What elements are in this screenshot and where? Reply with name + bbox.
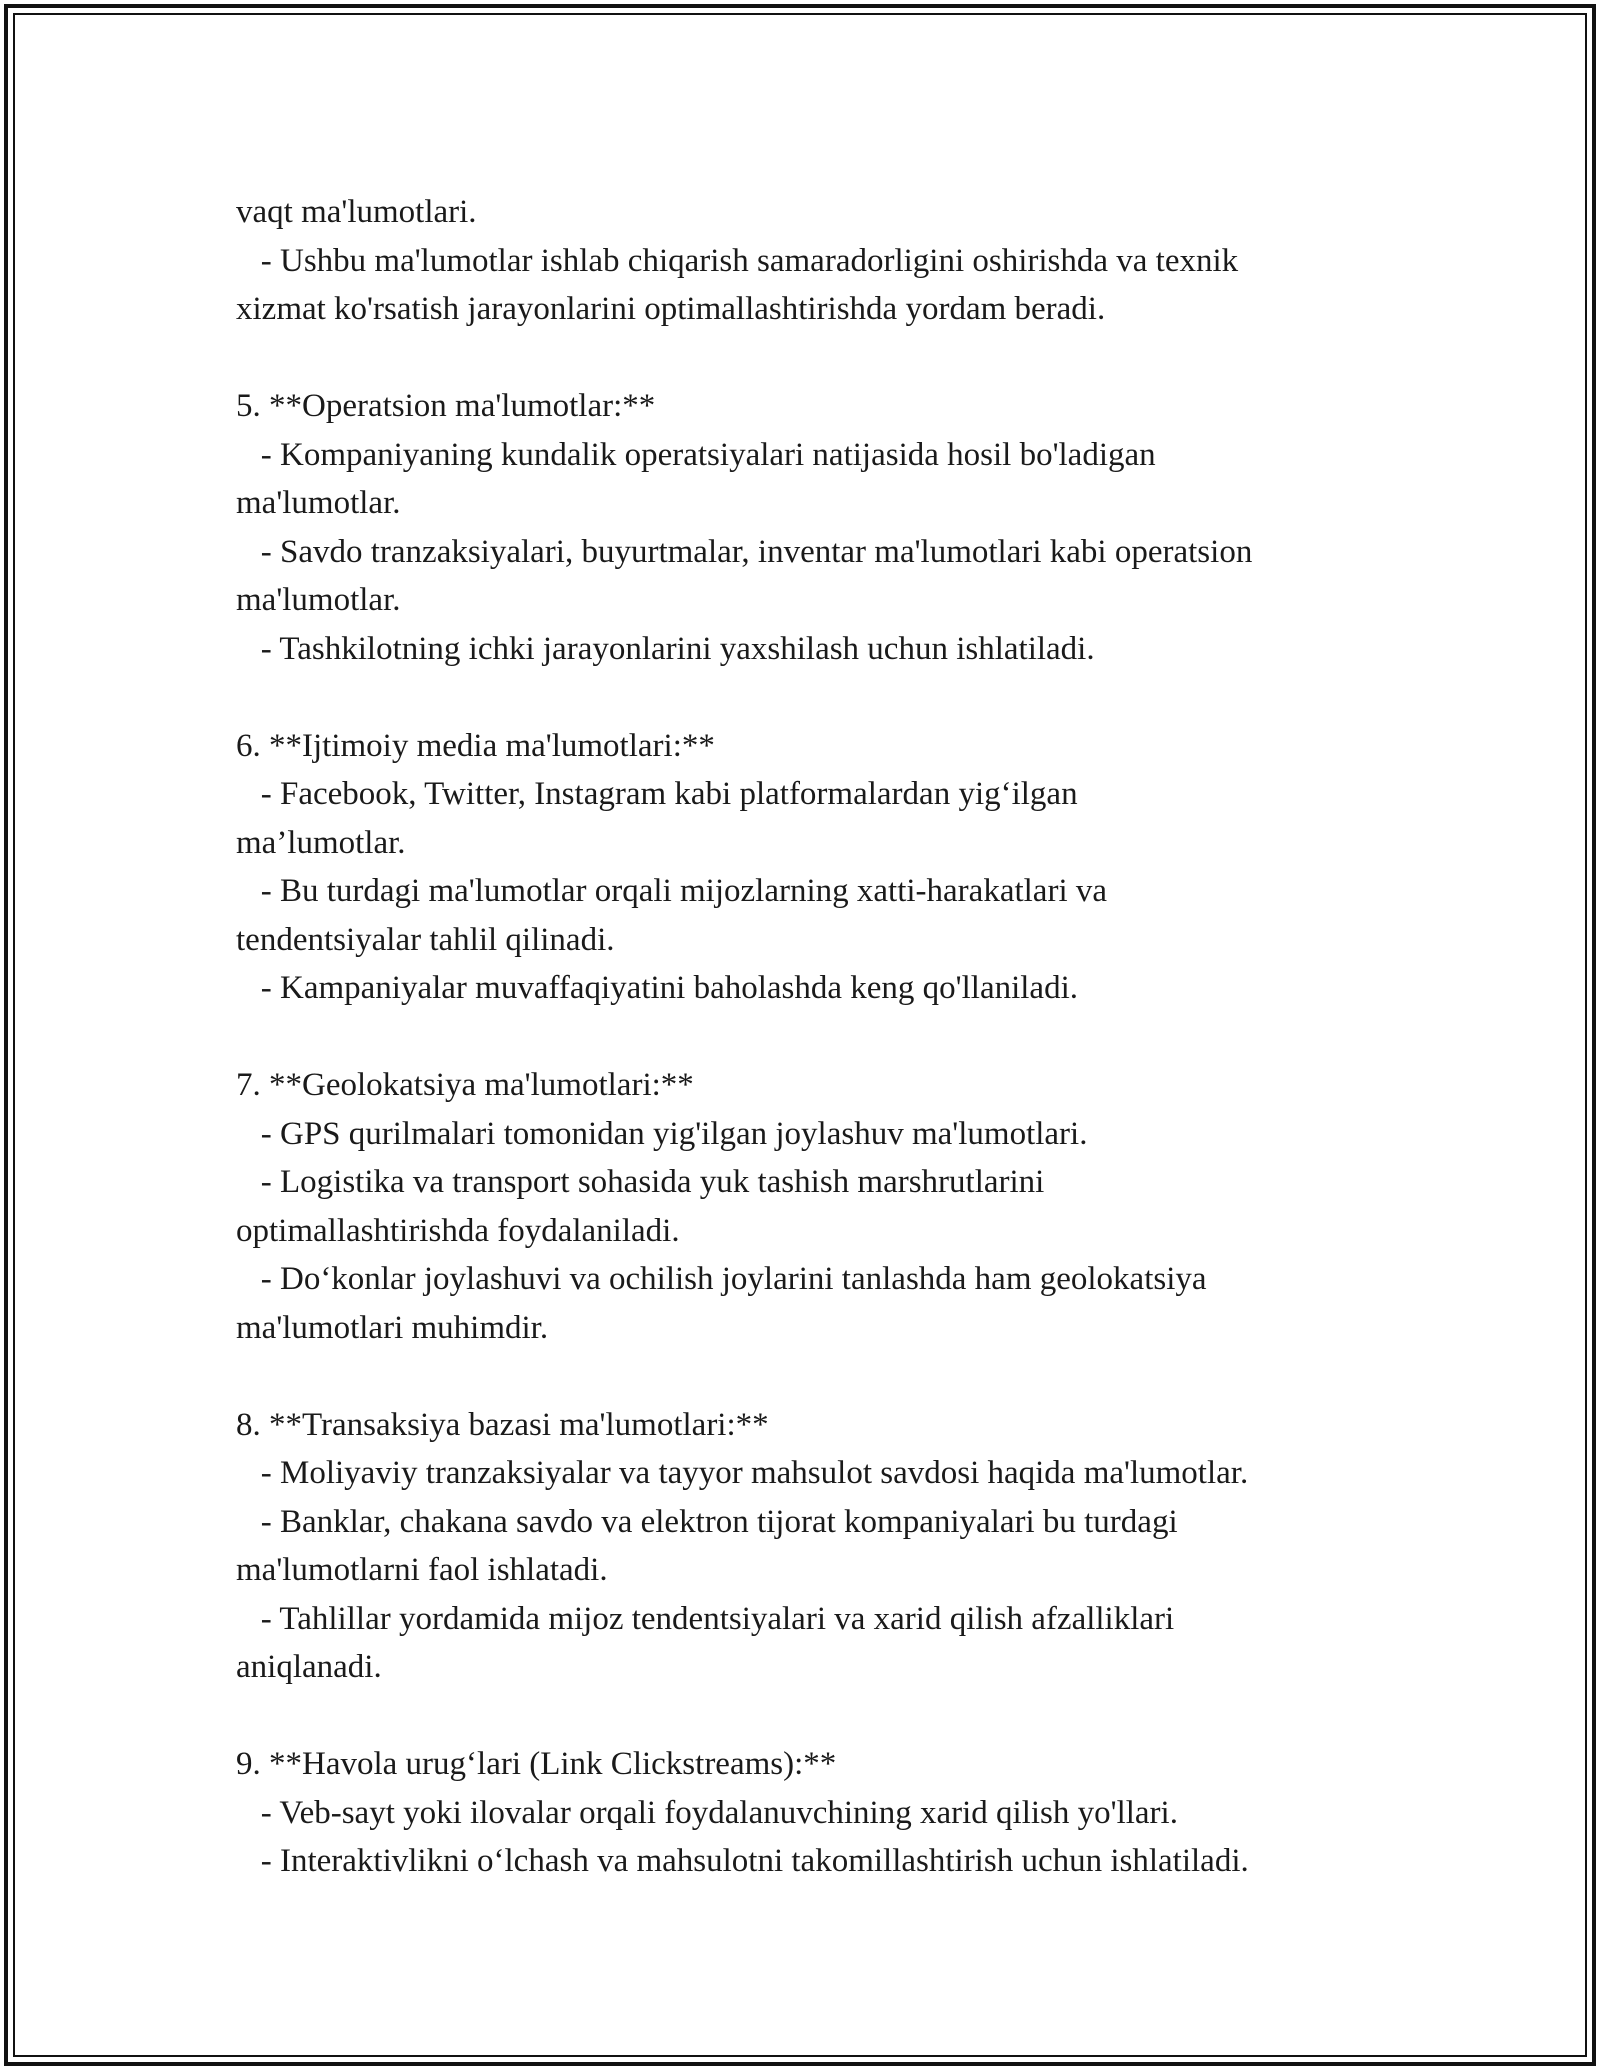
text-line: - Savdo tranzaksiyalari, buyurtmalar, inventar ma'lumotlari kabi operatsion xyxy=(236,533,1253,570)
blank-line xyxy=(236,1352,1386,1401)
text-line: - Banklar, chakana savdo va elektron tijorat kompaniyalari bu turdagi xyxy=(236,1503,1178,1540)
text-line: - GPS qurilmalari tomonidan yig'ilgan joylashuv ma'lumotlari. xyxy=(236,1115,1088,1152)
text-line: - Tashkilotning ichki jarayonlarini yaxshilash uchun ishlatiladi. xyxy=(236,630,1095,667)
blank-line xyxy=(236,334,1386,383)
text-line: ma’lumotlar. xyxy=(236,824,406,861)
section-heading: 7. **Geolokatsiya ma'lumotlari:** xyxy=(236,1067,694,1103)
text-line: xizmat ko'rsatish jarayonlarini optimallashtirishda yordam beradi. xyxy=(236,291,1106,327)
text-line: ma'lumotlar. xyxy=(236,485,401,521)
section-heading: 6. **Ijtimoiy media ma'lumotlari:** xyxy=(236,727,715,764)
text-line: - Veb-sayt yoki ilovalar orqali foydalanuvchining xarid qilish yo'llari. xyxy=(236,1794,1178,1831)
text-line: - Do‘konlar joylashuvi va ochilish joylarini tanlashda ham geolokatsiya xyxy=(236,1261,1207,1297)
blank-line xyxy=(236,1692,1386,1741)
text-line: ma'lumotlarni faol ishlatadi. xyxy=(236,1552,608,1588)
text-line: ma'lumotlari muhimdir. xyxy=(236,1309,549,1346)
text-line: - Ushbu ma'lumotlar ishlab chiqarish samaradorligini oshirishda va texnik xyxy=(236,242,1239,279)
text-line: - Tahlillar yordamida mijoz tendentsiyalari va xarid qilish afzalliklari xyxy=(236,1600,1175,1637)
blank-line xyxy=(236,673,1386,722)
text-line: - Facebook, Twitter, Instagram kabi platformalardan yig‘ilgan xyxy=(236,776,1078,812)
section-heading: 9. **Havola urug‘lari (Link Clickstreams):** xyxy=(236,1746,837,1782)
text-line: - Kampaniyalar muvaffaqiyatini baholashda keng qo'llaniladi. xyxy=(236,970,1078,1006)
document-body xyxy=(236,188,1386,1886)
text-line: aniqlanadi. xyxy=(236,1649,382,1685)
text-line: ma'lumotlar. xyxy=(236,582,401,618)
text-line: - Bu turdagi ma'lumotlar orqali mijozlarning xatti-harakatlari va xyxy=(236,873,1108,909)
text-line: - Moliyaviy tranzaksiyalar va tayyor mahsulot savdosi haqida ma'lumotlar. xyxy=(236,1455,1249,1491)
blank-line xyxy=(236,1013,1386,1062)
section-heading: 8. **Transaksiya bazasi ma'lumotlari:** xyxy=(236,1406,769,1443)
text-line: optimallashtirishda foydalaniladi. xyxy=(236,1212,680,1249)
section-heading: 5. **Operatsion ma'lumotlar:** xyxy=(236,388,656,424)
text-line: - Logistika va transport sohasida yuk tashish marshrutlarini xyxy=(236,1164,1045,1200)
text-line: - Kompaniyaning kundalik operatsiyalari natijasida hosil bo'ladigan xyxy=(236,436,1156,473)
text-line: tendentsiyalar tahlil qilinadi. xyxy=(236,921,615,958)
text-line: vaqt ma'lumotlari. xyxy=(236,194,477,230)
text-line: - Interaktivlikni o‘lchash va mahsulotni takomillashtirish uchun ishlatiladi. xyxy=(236,1843,1249,1879)
